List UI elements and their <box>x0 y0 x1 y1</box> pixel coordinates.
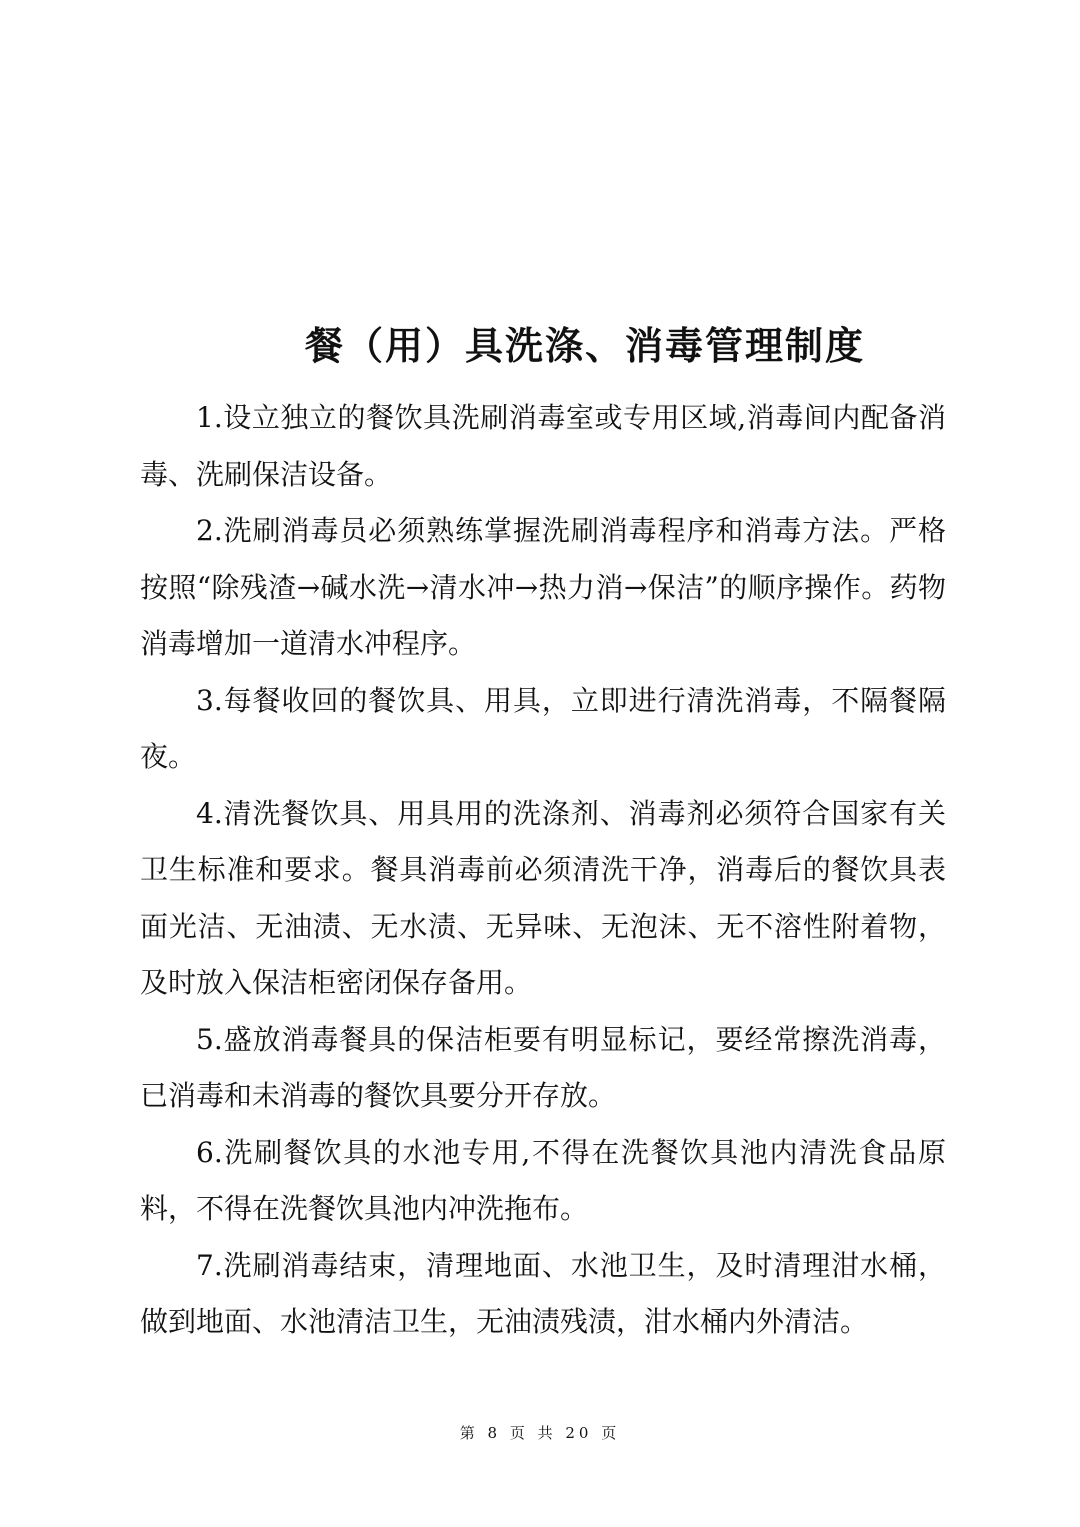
paragraph-4: 4.清洗餐饮具、用具用的洗涤剂、消毒剂必须符合国家有关卫生标准和要求。餐具消毒前必须清洗干净，消毒后的餐饮具表面光洁、无油渍、无水渍、无异味、无泡沫、无不溶性附着物，及时放入保洁柜密闭保存备用。 <box>140 796 946 999</box>
document-body <box>140 390 946 1351</box>
paragraph-2: 2.洗刷消毒员必须熟练掌握洗刷消毒程序和消毒方法。严格按照“除残渣→碱水洗→清水冲→热力消→保洁”的顺序操作。药物消毒增加一道清水冲程序。 <box>140 514 946 660</box>
paragraph-1: 1.设立独立的餐饮具洗刷消毒室或专用区域,消毒间内配备消毒、洗刷保洁设备。 <box>140 401 946 491</box>
paragraph-7: 7.洗刷消毒结束，清理地面、水池卫生，及时清理泔水桶，做到地面、水池清洁卫生，无油渍残渍，泔水桶内外清洁。 <box>140 1248 946 1338</box>
paragraph-5: 5.盛放消毒餐具的保洁柜要有明显标记，要经常擦洗消毒，已消毒和未消毒的餐饮具要分开存放。 <box>140 1022 946 1112</box>
paragraph-6: 6.洗刷餐饮具的水池专用,不得在洗餐饮具池内清洗食品原料，不得在洗餐饮具池内冲洗拖布。 <box>140 1135 946 1225</box>
document-title: 餐（用）具洗涤、消毒管理制度 <box>304 324 865 368</box>
page-number-footer: 第 8 页 共 20 页 <box>459 1424 621 1442</box>
paragraph-3: 3.每餐收回的餐饮具、用具，立即进行清洗消毒，不隔餐隔夜。 <box>140 683 946 773</box>
